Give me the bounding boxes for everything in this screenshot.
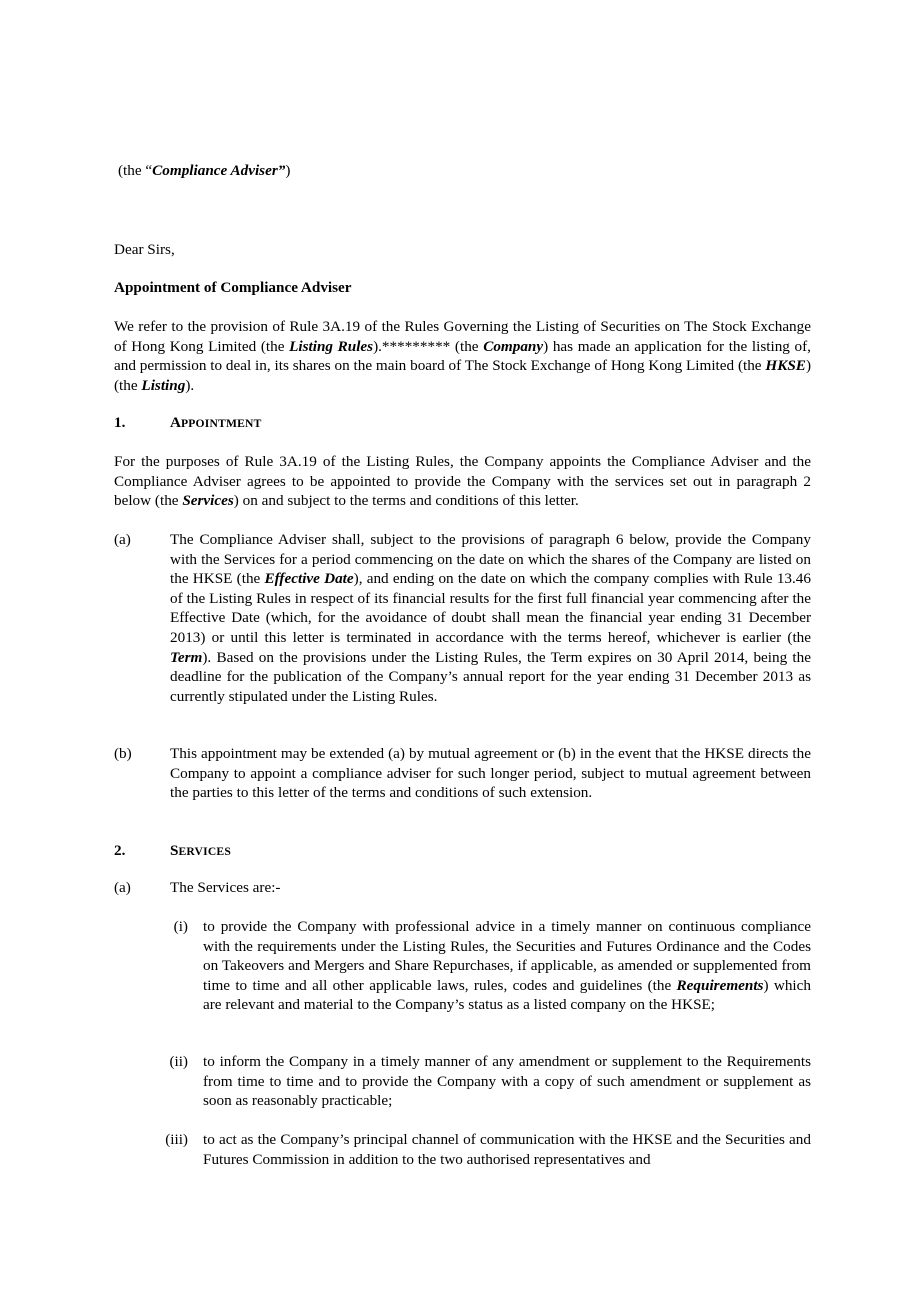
item-label: (a) <box>114 879 131 896</box>
section-1-item-b <box>114 744 811 824</box>
item-label: (a) <box>114 531 131 548</box>
defined-term: Listing <box>141 376 186 394</box>
section-number: 1. <box>114 414 126 431</box>
salutation: Dear Sirs, <box>114 241 175 258</box>
sub-item-text: to inform the Company in a timely manner of any amendment or supplement to the Requirements from time to time and to provide the Company with a copy of such amendment or supplement as soon as reasonably practicable; <box>203 1053 811 1110</box>
sub-item-label: (iii) <box>165 1131 188 1148</box>
item-text: The Compliance Adviser shall, subject to the provisions of paragraph 6 below, provide the Company with the Services for a period commencing on the date on which the shares of the Company are listed on the HKSE (the Effective Date), and ending on the date on which the company complies with Rule 13.46 of the Listing Rules in respect of its financial results for the first full financial year commencing after the Effective Date (which, for the avoidance of doubt shall mean the financial year ending 31 December 2013) or until this letter is terminated in accordance with the terms hereof, whichever is earlier (the Term). Based on the provisions under the Listing Rules, the Term expires on 30 April 2014, being the deadline for the publication of the Company’s annual report for the year ending 31 December 2013 as currently stipulated under the Listing Rules. <box>170 531 811 705</box>
defined-term: Requirements <box>676 976 764 994</box>
item-label: (b) <box>114 745 132 762</box>
defined-term: Services <box>182 492 234 510</box>
item-text: This appointment may be extended (a) by mutual agreement or (b) in the event that the HKSE directs the Company to appoint a compliance adviser for such longer period, subject to mutual agreement between the parties to this letter of the terms and conditions of such extension. <box>170 745 811 802</box>
section-2-sub-ii <box>114 1052 811 1112</box>
section-2-item-a <box>114 878 811 898</box>
sub-item-text: to provide the Company with professional advice in a timely manner on continuous compliance with the requirements under the Listing Rules, the Securities and Futures Ordinance and the Codes on Takeovers and Mergers and Share Repurchases, if applicable, as amended or supplemented from time to time and all other applicable laws, rules, codes and guidelines (the Requirements) which are relevant and material to the Company’s status as a listed company on the HKSE; <box>203 918 811 1014</box>
section-1-heading <box>114 413 811 433</box>
sub-item-label: (ii) <box>169 1053 188 1070</box>
subject-heading: Appointment of Compliance Adviser <box>114 279 352 296</box>
section-1-item-a <box>114 530 811 726</box>
section-title: APPOINTMENT <box>170 414 262 431</box>
intro-paragraph: We refer to the provision of Rule 3A.19 of the Rules Governing the Listing of Securities on The Stock Exchange of Hong Kong Limited (the Listing Rules).********* (the Company) has made an application for the listing of, and permission to deal in, its shares on the main board of The Stock Exchange of Hong Kong Limited (the HKSE) (the Listing). <box>114 318 811 394</box>
section-1-paragraph: For the purposes of Rule 3A.19 of the Listing Rules, the Company appoints the Compliance Adviser and the Compliance Adviser agrees to be appointed to provide the Company with the services set out in paragraph 2 below (the Services) on and subject to the terms and conditions of this letter. <box>114 453 811 510</box>
defined-term: Effective Date <box>264 570 354 588</box>
defined-term: Company <box>483 337 544 355</box>
defined-term: Compliance Adviser” <box>152 162 286 179</box>
item-text: The Services are:- <box>170 879 281 896</box>
sub-item-label: (i) <box>173 918 188 935</box>
section-title: SERVICES <box>170 842 231 859</box>
defined-term: HKSE <box>765 357 806 375</box>
section-2-heading <box>114 841 811 861</box>
sub-item-text: to act as the Company’s principal channel of communication with the HKSE and the Securities and Futures Commission in addition to the two authorised representatives and <box>203 1131 811 1168</box>
defined-term: Term <box>170 648 203 666</box>
section-2-sub-iii <box>114 1130 811 1170</box>
section-2-sub-i <box>114 917 811 1017</box>
section-number: 2. <box>114 842 126 859</box>
defined-term: Listing Rules <box>289 337 374 355</box>
addressee-line: (the “Compliance Adviser”) <box>118 162 291 179</box>
